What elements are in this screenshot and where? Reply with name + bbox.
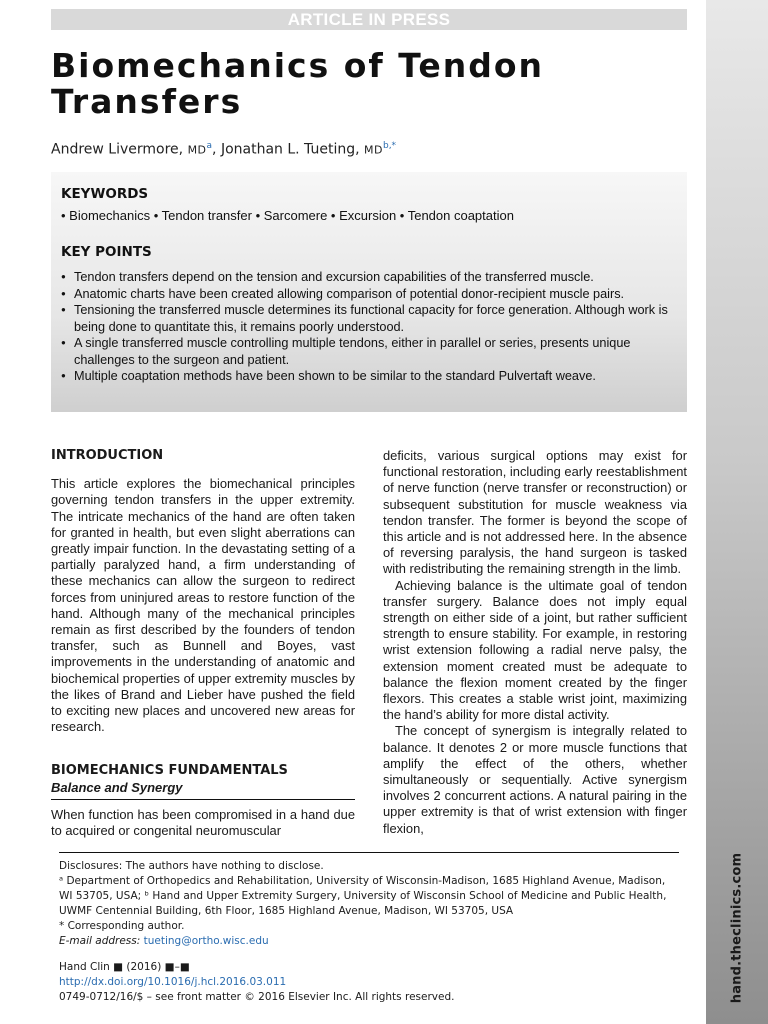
- keywords-keypoints-box: [51, 172, 687, 412]
- key-point-item: ● Tensioning the transferred muscle determines its functional capacity for force generation. Although work is being done to quantitate this, it remains poorly understood.: [61, 302, 677, 335]
- key-points-heading: KEY POINTS: [61, 244, 152, 260]
- key-points-list: [61, 269, 677, 385]
- keywords-heading: KEYWORDS: [61, 186, 149, 202]
- balance-synergy-subheading: Balance and Synergy: [51, 779, 183, 795]
- author-2-affiliation-mark[interactable]: b,*: [382, 141, 397, 151]
- body-column-right: [383, 448, 687, 837]
- email-link[interactable]: tueting@ortho.wisc.edu: [143, 935, 269, 947]
- right-paragraph-3: The concept of synergism is integrally related to balance. It denotes 2 or more muscle functions that amplify the effect of the others, whether simultaneously or sequentially. Active synergism involves 2 concurrent actions. A natural pairing in the upper extremity is that of wrist extension with finger flexion,: [383, 723, 687, 836]
- fundamentals-heading: BIOMECHANICS FUNDAMENTALS: [51, 763, 288, 779]
- author-1-name: Andrew Livermore,: [51, 141, 188, 158]
- author-1-affiliation-mark[interactable]: a: [206, 141, 213, 151]
- author-1-degree: MD: [187, 143, 207, 157]
- corresponding-author-note: * Corresponding author.: [59, 920, 185, 932]
- footnotes: [59, 852, 679, 1005]
- title-line-1: Biomechanics of Tendon: [51, 46, 545, 85]
- disclosures-note: Disclosures: The authors have nothing to disclose.: [59, 860, 324, 872]
- email-label: E-mail address:: [59, 935, 144, 947]
- author-line: [51, 141, 396, 158]
- key-point-item: ● A single transferred muscle controlling multiple tendons, either in parallel or series, presents unique challenges to the surgeon and patient.: [61, 335, 677, 368]
- email-line: [59, 934, 679, 949]
- key-point-item: ● Anatomic charts have been created allowing comparison of potential donor-recipient muscle pairs.: [61, 286, 677, 303]
- journal-site-url[interactable]: hand.theclinics.com: [729, 852, 745, 1004]
- author-2-degree: MD: [364, 143, 383, 157]
- introduction-paragraph: This article explores the biomechanical principles governing tendon transfers in the upper extremity. The intricate mechanics of the hand are often taken for granted in health, but even slight aberrations can greatly impair function. In the devastating setting of a partially paralyzed hand, a firm understanding of these mechanics can allow the surgeon to redirect forces from uninjured areas to restore function of the hand. Although many of the mechanical principles remain as first described by the founders of tendon transfer, such as Bunnell and Boyes, vast improvements in the understanding of anatomic and biochemical properties of upper extremity muscles by the likes of Brand and Lieber have pushed the field to exciting new places and uncovered new areas for research.: [51, 476, 355, 735]
- copyright-line: 0749-0712/16/$ – see front matter © 2016 Elsevier Inc. All rights reserved.: [59, 991, 455, 1003]
- introduction-heading: INTRODUCTION: [51, 448, 164, 463]
- title-line-2: Transfers: [51, 82, 243, 121]
- author-separator: , Jonathan L. Tueting,: [212, 141, 365, 158]
- article-title: [51, 48, 691, 120]
- key-point-item: ● Tendon transfers depend on the tension and excursion capabilities of the transferred muscle.: [61, 269, 677, 286]
- body-column-left: [51, 448, 355, 839]
- article-in-press-banner: ARTICLE IN PRESS: [51, 9, 687, 30]
- affiliations-note: ᵃ Department of Orthopedics and Rehabilitation, University of Wisconsin-Madison, 1685 Highland Avenue, Madison, WI 53705, USA; ᵇ Hand and Upper Extremity Surgery, University of Wisconsin School of Medicine and Public Health, UWMF Centennial Building, 6th Floor, 1685 Highland Avenue, Madison, WI 53705, USA: [59, 875, 667, 917]
- right-paragraph-2: Achieving balance is the ultimate goal of tendon transfer surgery. Balance does not imply equal strength on either side of a joint, but rather sufficient strength to ensure stability. For example, in restoring wrist extension following a radial nerve palsy, the extension moment created must be adequate to balance the flexion moment created by the finger flexors. This creates a stable wrist joint, maximizing the hand’s ability for more distal activity.: [383, 577, 687, 723]
- citation-line: Hand Clin ■ (2016) ■–■: [59, 961, 190, 973]
- key-point-item: ● Multiple coaptation methods have been shown to be similar to the standard Pulvertaft weave.: [61, 368, 677, 385]
- doi-link[interactable]: http://dx.doi.org/10.1016/j.hcl.2016.03.011: [59, 976, 287, 988]
- fundamentals-paragraph: When function has been compromised in a hand due to acquired or congenital neuromuscular: [51, 806, 355, 839]
- right-paragraph-1: deficits, various surgical options may exist for functional restoration, including early reestablishment of nerve function (nerve transfer or reconstruction) or subsequent substitution for muscle weakness via tendon transfer. The former is beyond the scope of this article and is not addressed here. In the absence of reversing paralysis, the hand surgeon is tasked with redistributing the remaining strength in the limb.: [383, 448, 687, 577]
- keywords-list: • Biomechanics • Tendon transfer • Sarcomere • Excursion • Tendon coaptation: [61, 208, 514, 223]
- subheading-rule: [51, 799, 355, 800]
